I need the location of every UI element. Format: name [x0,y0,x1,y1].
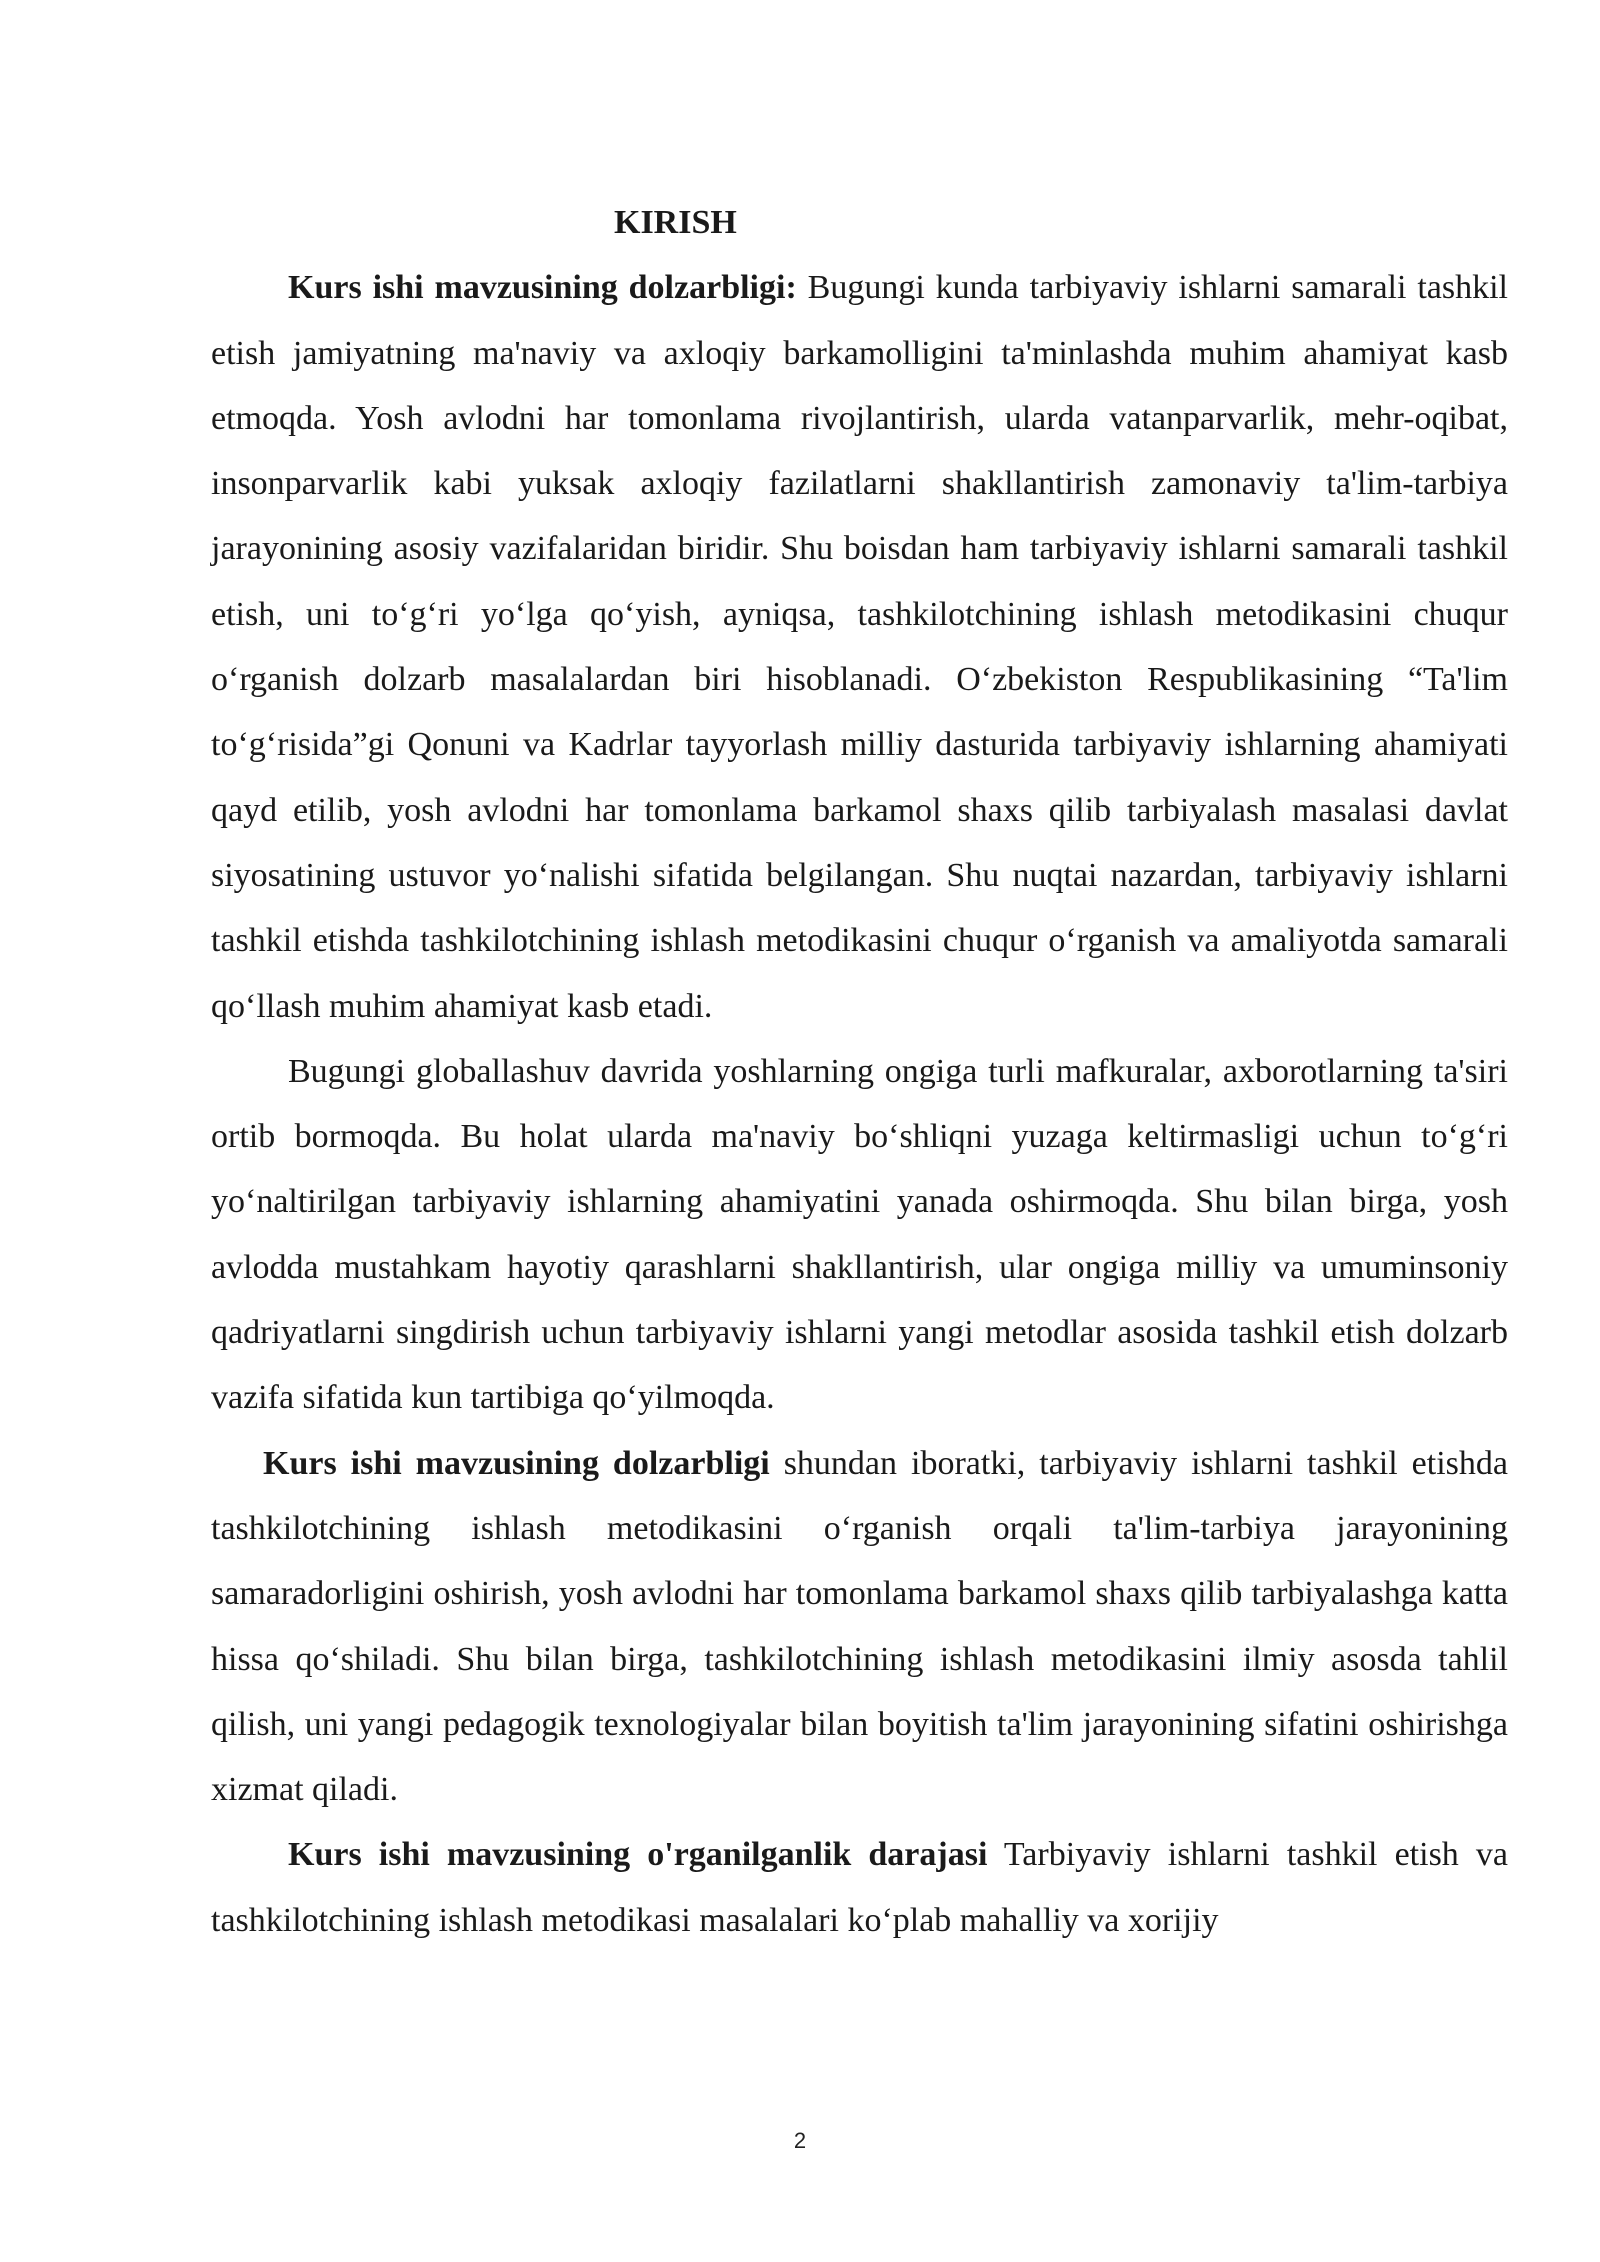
paragraph-text: shundan iboratki, tarbiyaviy ishlarni tashkil etishda tashkilotchining ishlash metodikasini o‘rganish orqali ta'lim-tarbiya jarayonining samaradorligini oshirish, yosh avlodni har tomonlama barkamol shaxs qilib tarbiyalashga katta hissa qo‘shiladi. Shu bilan birga, tashkilotchining ishlash metodikasini ilmiy asosda tahlil qilish, uni yangi pedagogik texnologiyalar bilan boyitish ta'lim jarayonining sifatini oshirishga xizmat qiladi. [211,1444,1508,1809]
paragraph-relevance [211,255,1508,1039]
paragraph-text: Bugungi globallashuv davrida yoshlarning ongiga turli mafkuralar, axborotlarning ta'siri ortib bormoqda. Bu holat ularda ma'naviy bo‘shliqni yuzaga keltirmasligi uchun to‘g‘ri yo‘naltirilgan tarbiyaviy ishlarning ahamiyatini yanada oshirmoqda. Shu bilan birga, yosh avlodda mustahkam hayotiy qarashlarni shakllantirish, ular ongiga milliy va umuminsoniy qadriyatlarni singdirish uchun tarbiyaviy ishlarni yangi metodlar asosida tashkil etish dolzarb vazifa sifatida kun tartibiga qo‘yilmoqda. [211,1052,1508,1417]
paragraph-text: Bugungi kunda tarbiyaviy ishlarni samarali tashkil etish jamiyatning ma'naviy va axloqiy barkamolligini ta'minlashda muhim ahamiyat kasb etmoqda. Yosh avlodni har tomonlama rivojlantirish, ularda vatanparvarlik, mehr-oqibat, insonparvarlik kabi yuksak axloqiy fazilatlarni shakllantirish zamonaviy ta'lim-tarbiya jarayonining asosiy vazifalaridan biridir. Shu boisdan ham tarbiyaviy ishlarni samarali tashkil etish, uni to‘g‘ri yo‘lga qo‘yish, ayniqsa, tashkilotchining ishlash metodikasini chuqur o‘rganish dolzarb masalalardan biri hisoblanadi. O‘zbekiston Respublikasining “Ta'lim to‘g‘risida”gi Qonuni va Kadrlar tayyorlash milliy dasturida tarbiyaviy ishlarning ahamiyati qayd etilib, yosh avlodni har tomonlama barkamol shaxs qilib tarbiyalash masalasi davlat siyosatining ustuvor yo‘nalishi sifatida belgilangan. Shu nuqtai nazardan, tarbiyaviy ishlarni tashkil etishda tashkilotchining ishlash metodikasini chuqur o‘rganish va amaliyotda samarali qo‘llash muhim ahamiyat kasb etadi. [211,269,1508,1025]
page-number: 2 [793,2128,807,2153]
section-heading: KIRISH [614,204,737,241]
paragraph-text: Tarbiyaviy ishlarni tashkil etish va tashkilotchining ishlash metodikasi masalalari ko‘plab mahalliy va xorijiy [211,1836,1508,1939]
document-body [211,190,1508,1953]
paragraph-bold-lead: Kurs ishi mavzusining o'rganilganlik darajasi [288,1836,988,1874]
paragraph-globalization [211,1039,1508,1431]
paragraph-relevance-detail [211,1431,1508,1823]
paragraph-bold-lead: Kurs ishi mavzusining dolzarbligi [263,1444,770,1482]
paragraph-bold-lead: Kurs ishi mavzusining dolzarbligi: [288,269,797,307]
paragraph-study-level [211,1822,1508,1953]
